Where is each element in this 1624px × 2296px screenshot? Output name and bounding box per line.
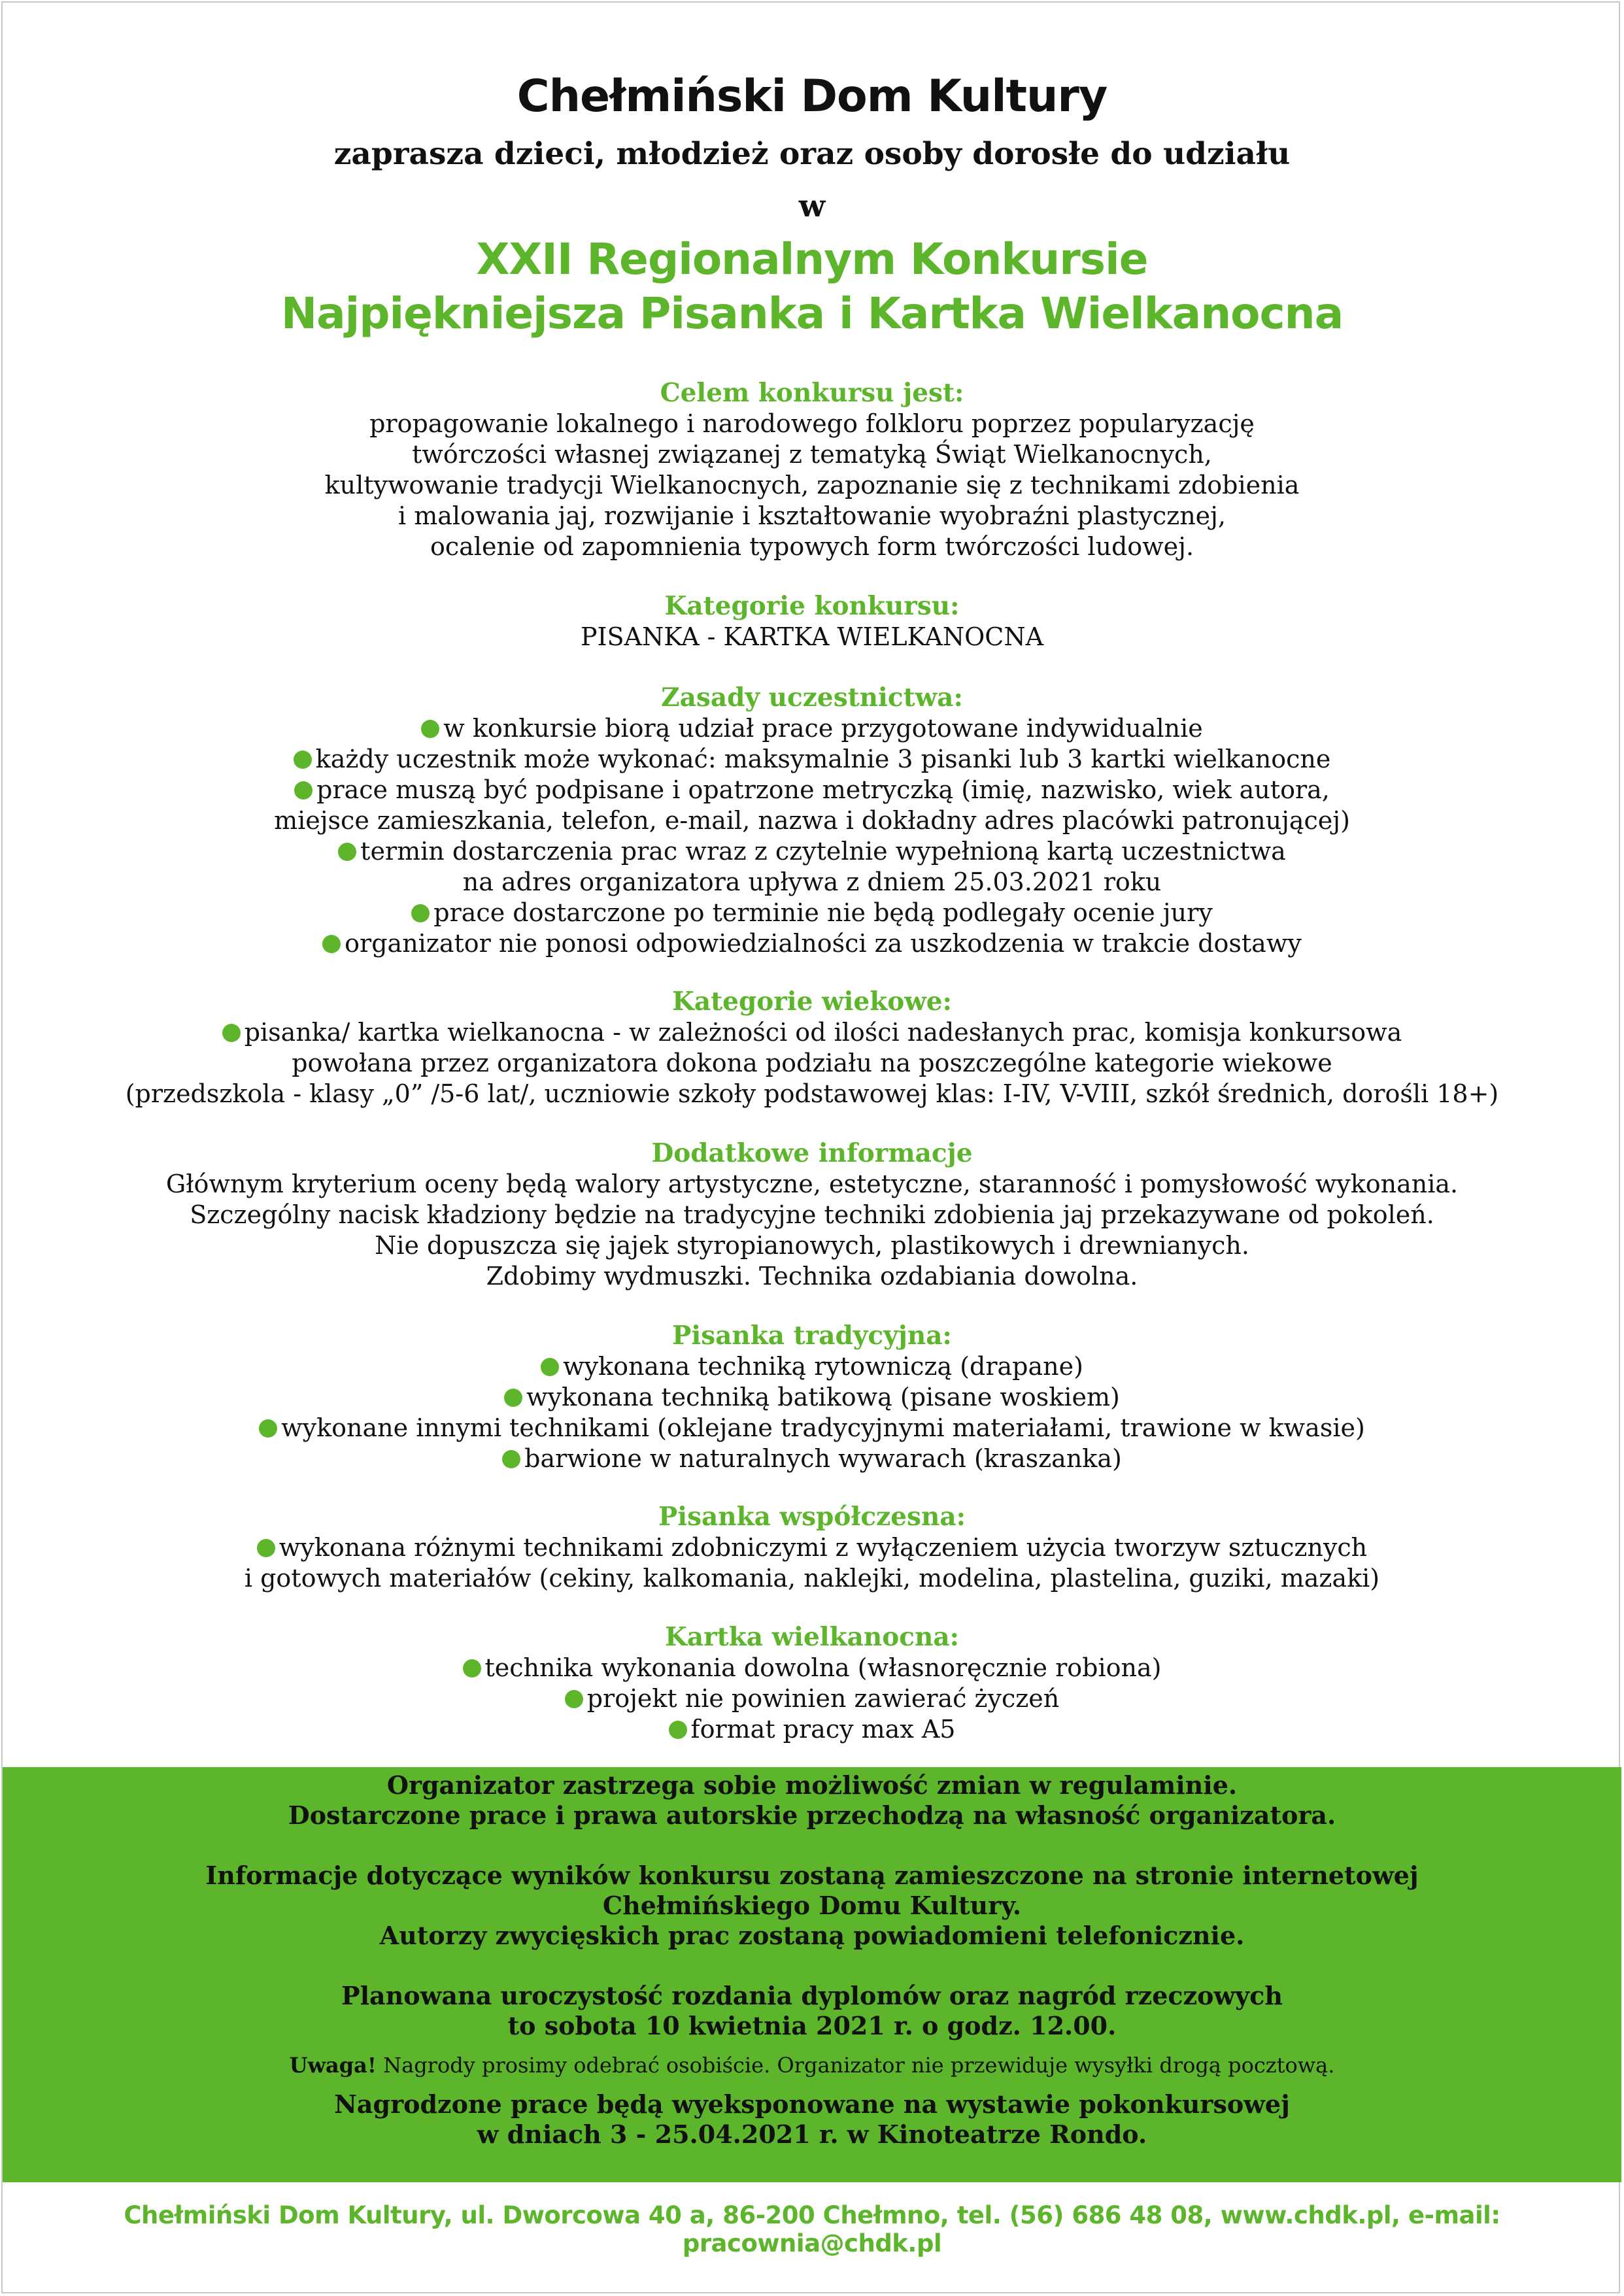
band-line: Nagrodzone prace będą wyeksponowane na wystawie pokonkursowej	[334, 2089, 1290, 2119]
contest-title-line1: XXII Regionalnym Konkursie	[476, 234, 1148, 284]
list-item: prace muszą być podpisane i opatrzone metryczką (imię, nazwisko, wiek autora,	[0, 775, 1624, 805]
bullet-dot-icon	[322, 935, 341, 953]
list-item-continuation: miejsce zamieszkania, telefon, e-mail, nazwa i dokładny adres placówki patronującej)	[274, 806, 1350, 835]
extra-line: Szczególny nacisk kładziony będzie na tradycyjne techniki zdobienia jaj przekazywane od pokoleń.	[190, 1200, 1434, 1229]
list-item-continuation: (przedszkola - klasy „0” /5-6 lat/, uczniowie szkoły podstawowej klas: I-IV, V-VIII, szkół średnich, dorośli 18+)	[125, 1079, 1499, 1108]
goal-line: ocalenie od zapomnienia typowych form twórczości ludowej.	[430, 532, 1194, 561]
extra-line: Głównym kryterium oceny będą walory artystyczne, estetyczne, staranność i pomysłowość wykonania.	[165, 1170, 1459, 1198]
bullet-dot-icon	[504, 1389, 522, 1407]
list-item: pisanka/ kartka wielkanocna - w zależności od ilości nadesłanych prac, komisja konkursowa	[0, 1017, 1624, 1048]
traditional-heading: Pisanka tradycyjna:	[672, 1321, 952, 1351]
bullet-dot-icon	[338, 843, 356, 861]
bullet-dot-icon	[411, 904, 430, 922]
list-item-continuation: na adres organizatora upływa z dniem 25.03.2021 roku	[462, 868, 1162, 896]
bullet-dot-icon	[565, 1690, 583, 1708]
goal-section	[0, 378, 1624, 562]
bullet-dot-icon	[463, 1659, 481, 1678]
goal-line: i malowania jaj, rozwijanie i kształtowanie wyobraźni plastycznej,	[398, 501, 1226, 530]
rules-section	[0, 683, 1624, 959]
bullet-dot-icon	[669, 1721, 687, 1739]
extra-heading: Dodatkowe informacje	[651, 1138, 973, 1168]
list-item: organizator nie ponosi odpowiedzialności za uszkodzenia w trakcie dostawy	[0, 928, 1624, 959]
bullet-dot-icon	[257, 1539, 275, 1557]
goal-line: twórczości własnej związanej z tematyką Świąt Wielkanocnych,	[412, 440, 1212, 469]
extra-section	[0, 1138, 1624, 1292]
list-item: wykonana techniką batikową (pisane woskiem)	[0, 1382, 1624, 1413]
bullet-dot-icon	[502, 1450, 520, 1468]
bullet-dot-icon	[421, 720, 439, 738]
band-line: Autorzy zwycięskich prac zostaną powiadomieni telefonicznie.	[379, 1921, 1245, 1950]
list-item: w konkursie biorą udział prace przygotowane indywidualnie	[0, 713, 1624, 744]
band-line: Informacje dotyczące wyników konkursu zostaną zamieszczone na stronie internetowej	[205, 1861, 1419, 1890]
card-section	[0, 1622, 1624, 1745]
age-heading: Kategorie wiekowe:	[671, 987, 953, 1017]
list-item: projekt nie powinien zawierać życzeń	[0, 1683, 1624, 1714]
bullet-dot-icon	[222, 1024, 241, 1042]
band-line: Organizator zastrzega sobie możliwość zmian w regulaminie.	[386, 1770, 1238, 1800]
goal-heading: Celem konkursu jest:	[660, 378, 964, 408]
contest-title-line2: Najpiękniejsza Pisanka i Kartka Wielkanocna	[280, 288, 1344, 339]
card-heading: Kartka wielkanocna:	[664, 1622, 960, 1652]
list-item: format pracy max A5	[0, 1714, 1624, 1745]
bullet-dot-icon	[259, 1419, 277, 1438]
list-item: wykonana techniką rytowniczą (drapane)	[0, 1351, 1624, 1382]
bullet-dot-icon	[541, 1358, 559, 1376]
preposition-w: w	[798, 188, 826, 224]
categories-text: PISANKA - KARTKA WIELKANOCNA	[580, 622, 1044, 651]
notice-text: Nagrody prosimy odebrać osobiście. Organizator nie przewiduje wysyłki drogą pocztową.	[376, 2053, 1335, 2078]
categories-section	[0, 591, 1624, 652]
band-line: to sobota 10 kwietnia 2021 r. o godz. 12.00.	[507, 2011, 1117, 2040]
band-line: w dniach 3 - 25.04.2021 r. w Kinoteatrze Rondo.	[477, 2119, 1147, 2149]
band-line: Chełmińskiego Domu Kultury.	[602, 1891, 1022, 1920]
extra-line: Nie dopuszcza się jajek styropianowych, plastikowych i drewnianych.	[375, 1231, 1249, 1260]
notice-label: Uwaga!	[289, 2053, 377, 2078]
extra-line: Zdobimy wydmuszki. Technika ozdabiania dowolna.	[486, 1262, 1138, 1291]
bullet-dot-icon	[294, 751, 312, 769]
invite-line: zaprasza dzieci, młodzież oraz osoby dorosłe do udziału	[333, 136, 1291, 172]
contact-footer: Chełmiński Dom Kultury, ul. Dworcowa 40 a, 86-200 Chełmno, tel. (56) 686 48 08, www.chdk.pl, e-mail: pracownia@chdk.pl	[124, 2201, 1500, 2257]
categories-heading: Kategorie konkursu:	[664, 591, 960, 621]
goal-line: kultywowanie tradycji Wielkanocnych, zapoznanie się z technikami zdobienia	[324, 471, 1300, 499]
rules-heading: Zasady uczestnictwa:	[661, 683, 963, 713]
organizer-title: Chełmiński Dom Kultury	[516, 71, 1108, 122]
bullet-dot-icon	[294, 781, 313, 800]
list-item: termin dostarczenia prac wraz z czytelnie wypełnioną kartą uczestnictwa	[0, 836, 1624, 867]
modern-section	[0, 1502, 1624, 1594]
list-item: prace dostarczone po terminie nie będą podlegały ocenie jury	[0, 898, 1624, 928]
modern-heading: Pisanka współczesna:	[658, 1502, 966, 1532]
info-band-text	[0, 1770, 1624, 2150]
band-line: Dostarczone prace i prawa autorskie przechodzą na własność organizatora.	[288, 1800, 1336, 1830]
age-section	[0, 987, 1624, 1109]
notice-line	[0, 2050, 1624, 2080]
goal-line: propagowanie lokalnego i narodowego folkloru poprzez popularyzację	[369, 409, 1255, 438]
list-item: wykonana różnymi technikami zdobniczymi z wyłączeniem użycia tworzyw sztucznych	[0, 1532, 1624, 1563]
list-item: wykonane innymi technikami (oklejane tradycyjnymi materiałami, trawione w kwasie)	[0, 1413, 1624, 1443]
list-item-continuation: i gotowych materiałów (cekiny, kalkomania, naklejki, modelina, plastelina, guziki, mazaki)	[244, 1564, 1380, 1593]
list-item: barwione w naturalnych wywarach (kraszanka)	[0, 1443, 1624, 1474]
list-item: każdy uczestnik może wykonać: maksymalnie 3 pisanki lub 3 kartki wielkanocne	[0, 744, 1624, 775]
traditional-section	[0, 1321, 1624, 1474]
list-item-continuation: powołana przez organizatora dokona podziału na poszczególne kategorie wiekowe	[292, 1049, 1332, 1077]
band-line: Planowana uroczystość rozdania dyplomów oraz nagród rzeczowych	[341, 1981, 1283, 2010]
list-item: technika wykonania dowolna (własnoręcznie robiona)	[0, 1653, 1624, 1683]
